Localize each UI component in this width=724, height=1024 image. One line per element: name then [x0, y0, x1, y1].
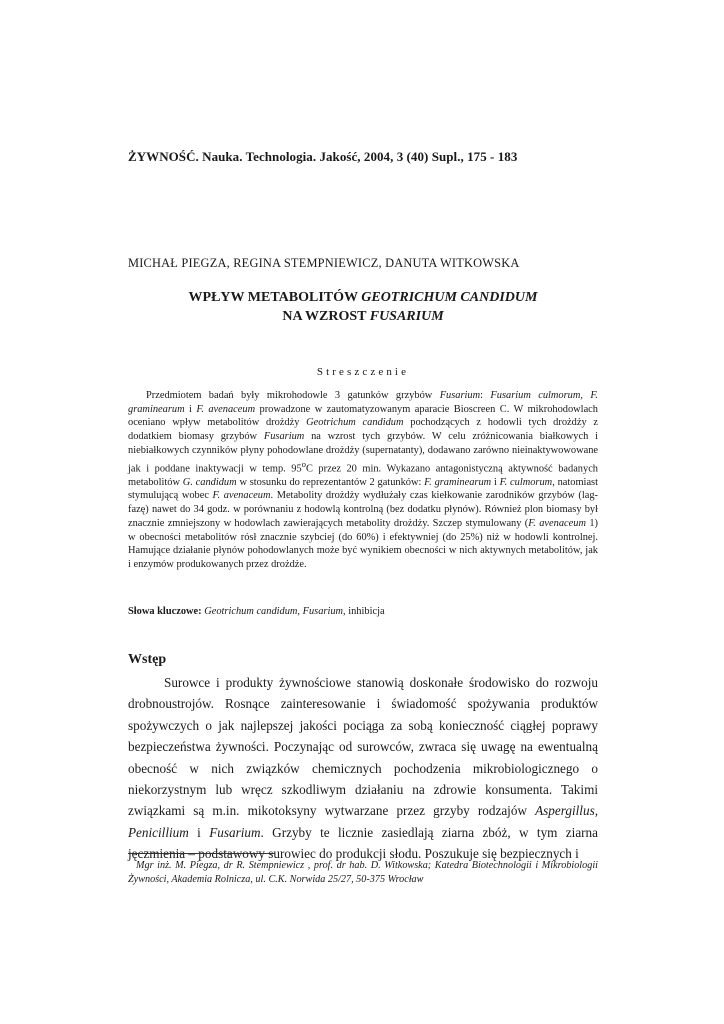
abstract-part: C przez 20 min. Wykazano antagonistyczną aktywność badanych metabolitów	[128, 462, 599, 488]
abstract-heading: Streszczenie	[316, 366, 410, 378]
abstract-part: na wzrost tych grzybów. W celu zróżnicowania białkowych i niebiałkowych czynników płyny pohodowlane drożdży (supernatanty), dodawano zarówno nieinaktywowowane jak i poddane inaktywacji w temp. 95	[128, 431, 598, 474]
abstract-italic: Fusarium	[439, 390, 481, 401]
abstract-part: , natomiast stymulującą wobec	[128, 476, 598, 502]
body-italic: Aspergillus, Penicillium	[128, 803, 598, 840]
author-list: MICHAŁ PIEGZA, REGINA STEMPNIEWICZ, DANUTA WITKOWSKA	[128, 256, 520, 270]
title-line-2-italic: FUSARIUM	[369, 309, 444, 324]
abstract-part: i	[491, 476, 500, 488]
body-part: Surowce i produkty żywnościowe stanowią doskonałe środowisko do rozwoju drobnoustrojów. Rosnące zainteresowanie i świadomość spożywania produktów spożywczych o jak najlepszej jakości pociąga za sobą konieczność ciągłej poprawy bezpieczeństwa żywności. Poczynając od surowców, zwraca się uwagę na ewentualną obecność w nich związków chemicznych pochodzenia mikrobiologicznego o niekorzystnym lub wręcz szkodliwym działaniu na zdrowie konsumenta. Takimi związkami są m.in. mikotoksyny wytwarzane przez grzyby rodzajów	[128, 675, 598, 819]
title-line-2	[128, 307, 598, 326]
abstract-italic: F. graminearum	[424, 476, 492, 488]
title-line-2-prefix: NA WZROST	[282, 309, 370, 324]
journal-citation: ŻYWNOŚĆ. Nauka. Technologia. Jakość, 2004, 3 (40) Supl., 175 - 183	[128, 149, 518, 164]
title-line-1	[128, 288, 598, 307]
keywords-italic: Geotrichum candidum, Fusarium	[201, 606, 344, 617]
abstract-part: prowadzone w zautomatyzowanym aparacie Bioscreen C. W mikrohodowlach oceniano wpływ metabolitów drożdży	[128, 403, 598, 429]
degree-superscript: o	[301, 458, 306, 469]
footnote: Mgr inż. M. Piegza, dr R. Stempniewicz , prof. dr hab. D. Witkowska; Katedra Biotechnologii i Mikrobiologii Żywności, Akademia Rolnicza, ul. C.K. Norwida 25/27, 50-375 Wrocław	[128, 860, 598, 885]
body-part: i	[188, 824, 210, 840]
article-title	[128, 288, 598, 326]
abstract-part: i	[184, 403, 197, 415]
abstract-part: 1) w obecności metabolitów rósł znacznie szybciej (do 60%) i efektywniej (do 25%) niż w hodowli kontrolnej. Hamujące działanie płynów pohodowlanych może być wynikiem obecności w nich aktywnych metabolitów, jak i enzymów produkowanych przez drożdże.	[128, 517, 598, 570]
keywords-rest: , inhibicja	[343, 606, 385, 617]
title-line-1-prefix: WPŁYW METABOLITÓW	[188, 290, 362, 305]
abstract-italic: F. culmorum	[499, 476, 553, 488]
abstract-italic: Fusarium culmorum, F. graminearum	[128, 390, 598, 415]
keywords-label: Słowa kluczowe:	[128, 606, 202, 617]
abstract-part: pochodzących z hodowli tych drożdży z dodatkiem biomasy grzybów	[128, 417, 599, 443]
abstract-italic: Geotrichum candidum	[306, 417, 404, 429]
abstract-italic: G. candidum	[182, 476, 237, 488]
abstract-italic: Fusarium	[263, 431, 305, 443]
abstract-part: :	[480, 390, 491, 401]
abstract-part: . Metabolity drożdży wydłużały czas kiełkowanie zarodników grzybów (lag-fazę) nawet do 34 godz. w porównaniu z hodowlą kontrolną (bez dodatku płynów). Również plon biomasy był znacznie zmniejszony w hodowlach zawierających metabolity drożdży. Szczep stymulowany (	[128, 490, 598, 529]
abstract-italic: F. avenaceum	[528, 517, 586, 529]
abstract-italic: F. avenaceum	[212, 490, 271, 502]
body-italic: Fusarium	[209, 824, 261, 840]
abstract-part: w stosunku do reprezentantów 2 gatunków:	[236, 476, 425, 488]
section-heading: Wstęp	[128, 652, 167, 667]
abstract-part: Przedmiotem badań były mikrohodowle 3 gatunków grzybów	[146, 390, 440, 401]
title-line-1-italic: GEOTRICHUM CANDIDUM	[361, 290, 538, 305]
section-body-text	[128, 672, 598, 865]
keywords-line	[128, 605, 598, 619]
abstract-italic: F. avenaceum	[196, 403, 256, 415]
footnote-divider	[128, 853, 275, 854]
abstract-text	[128, 389, 598, 572]
body-part: . Grzyby te licznie zasiedlają ziarna zbóż, w tym ziarna jęczmienia – podstawowy surowiec do produkcji słodu. Poszukuje się bezpiecznych i	[128, 824, 599, 862]
